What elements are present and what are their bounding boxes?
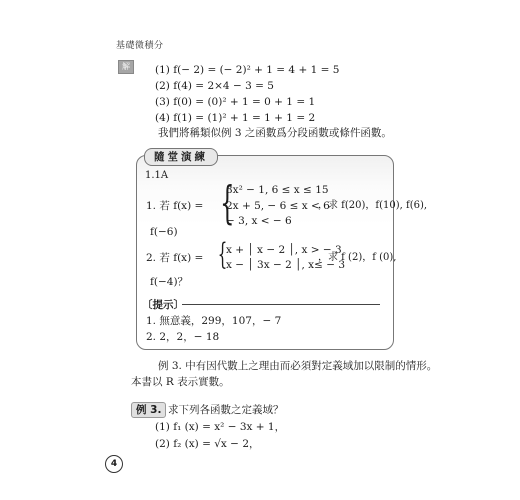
q1-prefix: 1. 若 f(x) = — [146, 200, 204, 212]
q2-case-1: x + │ x − 2 │, x > − 3 — [226, 244, 342, 256]
example-item-2: (2) f₂ (x) = √x − 2， — [155, 438, 260, 450]
example-badge: 例 3. — [131, 402, 166, 418]
hint-label: 〔提示〕 — [142, 299, 184, 311]
solution-line-3: (3) f(0) = (0)² + 1 = 0 + 1 = 1 — [155, 96, 316, 108]
hint-answer-2: 2. 2，2，− 18 — [146, 331, 220, 343]
page-number: 4 — [105, 455, 123, 473]
q1-brace: { — [220, 176, 235, 229]
q1-case-2: 2x + 5, − 6 ≤ x < 6 — [226, 200, 330, 212]
q2-continuation: f(−4)？ — [150, 276, 189, 288]
practice-section-label: 1.1A — [145, 170, 169, 181]
hint-divider — [182, 304, 380, 305]
q2-prefix: 2. 若 f(x) = — [146, 252, 204, 264]
solution-conclusion: 我們將稱類似例 3 之函數爲分段函數或條件函數。 — [158, 127, 392, 139]
example-question: 求下列各函數之定義域？ — [168, 404, 284, 416]
q1-case-1: 3x² − 1, 6 ≤ x ≤ 15 — [226, 184, 329, 196]
paragraph-line-1: 例 3. 中有因代數上之理由而必須對定義域加以限制的情形。 — [158, 360, 438, 372]
paragraph-line-2: 本書以 R 表示實數。 — [131, 376, 230, 388]
running-header: 基礎微積分 — [116, 41, 164, 51]
solution-line-1: (1) f(− 2) = (− 2)² + 1 = 4 + 1 = 5 — [155, 64, 340, 76]
q1-continuation: f(−6) — [150, 226, 178, 238]
solution-line-2: (2) f(4) = 2×4 − 3 = 5 — [155, 80, 274, 92]
q1-case-3: − 3, x < − 6 — [226, 215, 292, 227]
hint-answer-1: 1. 無意義，299，107，− 7 — [146, 315, 282, 327]
q2-case-2: x − │ 3x − 2 │, x≤ − 3 — [226, 259, 346, 271]
q1-suffix: ，求 f(20)，f(10), f(6), — [318, 200, 428, 211]
solution-badge: 解 — [118, 60, 134, 74]
example-item-1: (1) f₁ (x) = x² − 3x + 1， — [155, 421, 286, 433]
q2-brace: { — [217, 237, 228, 272]
q2-suffix: ，求 f (2)，f (0), — [318, 252, 397, 263]
practice-tab: 隨堂演練 — [144, 148, 218, 166]
solution-line-4: (4) f(1) = (1)² + 1 = 1 + 1 = 2 — [155, 112, 316, 124]
